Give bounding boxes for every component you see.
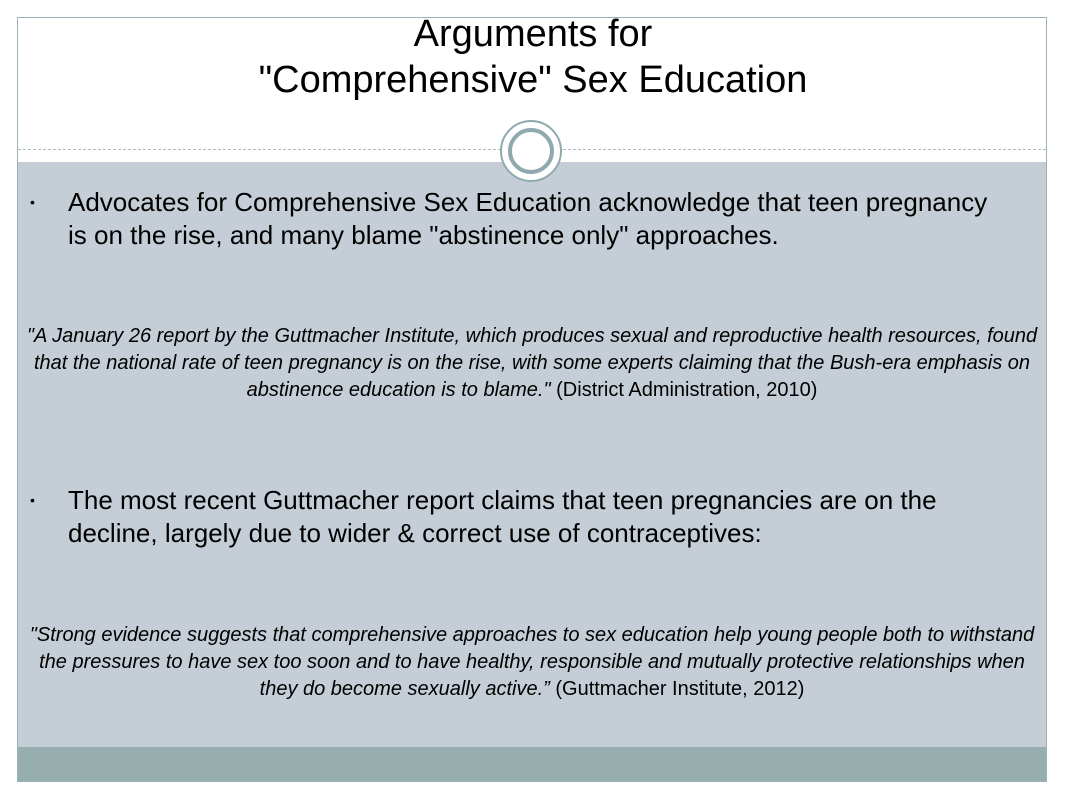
quote-block-2 [18,622,1046,703]
title-line-2: "Comprehensive" Sex Education [258,59,808,101]
circle-ornament-inner [508,128,554,174]
bullet-item-1 [30,186,990,252]
citation-2: (Guttmacher Institute, 2012) [549,678,805,700]
footer-bar [18,747,1046,781]
bullet-item-2 [30,484,990,550]
citation-1: (District Administration, 2010) [550,379,818,401]
quote-text-2: "Strong evidence suggests that comprehensive approaches to sex education help young people both to withstand the pressures to have sex too soon and to have healthy, responsible and mutually protective relationships when they do become sexually active.” [29,624,1035,700]
slide-title [0,11,1066,103]
quote-block-1 [18,323,1046,404]
quote-text-1: "A January 26 report by the Guttmacher Institute, which produces sexual and reproductive health resources, found that the national rate of teen pregnancy is on the rise, with some experts claiming that the Bush-era emphasis on abstinence education is to blame." [26,325,1038,401]
bullet-text-1: Advocates for Comprehensive Sex Education acknowledge that teen pregnancy is on the rise, and many blame "abstinence only" approaches. [68,187,988,250]
bullet-icon: • [30,492,35,508]
bullet-text-2: The most recent Guttmacher report claims that teen pregnancies are on the decline, largely due to wider & correct use of contraceptives: [68,485,937,548]
title-line-1: Arguments for [413,13,653,55]
bullet-icon: • [30,194,35,210]
